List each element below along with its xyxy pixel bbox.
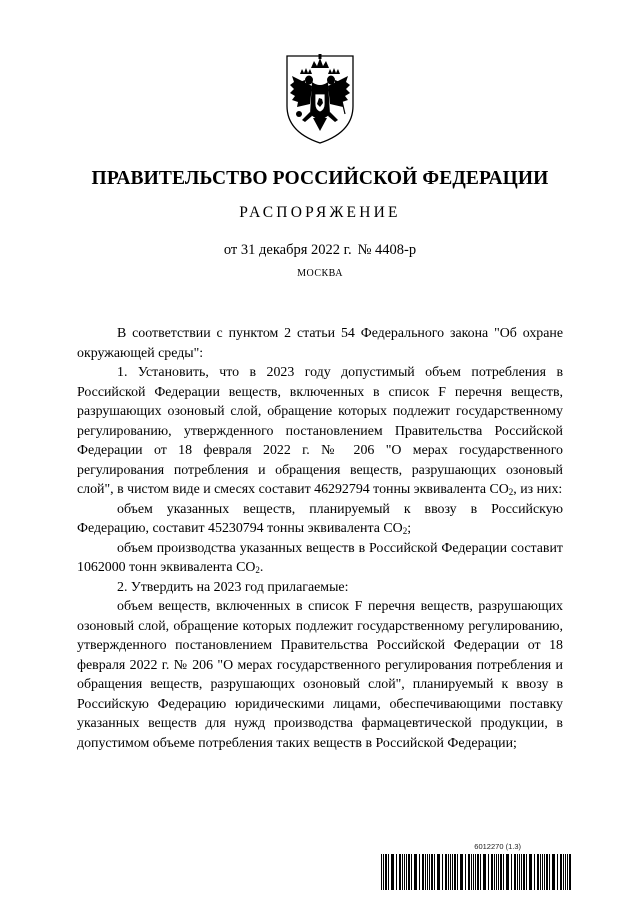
barcode-image: [381, 854, 571, 890]
coat-of-arms-icon: [283, 52, 357, 146]
item-2-subparagraph: объем веществ, включенных в список F перечня веществ, разрушающих озоновый слой, обращение которых подлежит государственному регулированию, утвержденного постановлением Правительства Российской Федерации от 18 февраля 2022 г. № 206 "О мерах государственного регулирования потребления и обращения веществ, разрушающих озоновый слой", планируемый к ввозу в Российскую Федерацию юридическими лицами, обеспечивающими поставку указанных веществ для нужд производства фармацевтической продукции, в допустимом объеме потребления таких веществ в Российской Федерации;: [77, 599, 563, 751]
co2-formula: $CO_2$: [236, 560, 260, 575]
import-volume-tail: ;: [407, 521, 412, 536]
document-number: № 4408-р: [357, 242, 417, 258]
barcode-block: [381, 842, 571, 894]
document-date: от 31 декабря 2022 г.: [223, 242, 352, 258]
document-body: [77, 324, 563, 753]
production-volume-paragraph: [77, 539, 563, 578]
government-title: ПРАВИТЕЛЬСТВО РОССИЙСКОЙ ФЕДЕРАЦИИ: [91, 168, 549, 189]
item-1-text: 1. Установить, что в 2023 году допустимый объем потребления в Российской Федерации веществ, включенных в список F перечня веществ, разрушающих озоновый слой, обращение которых подлежит государственному регулированию, утвержденного постановлением Правительства Российской Федерации от 18 февраля 2022 г. № 206 "О мерах государственного регулирования потребления и обращения веществ, разрушающих озоновый слой", в чистом виде и смесях составит 46292794 тонны эквивалента: [77, 365, 563, 497]
import-volume-paragraph: [77, 500, 563, 539]
preamble-paragraph: В соответствии с пунктом 2 статьи 54 Федерального закона "Об охране окружающей среды":: [77, 326, 563, 361]
item-1-tail: , из них:: [513, 482, 563, 497]
document-date-line: [0, 242, 640, 259]
item-1-paragraph: [77, 363, 563, 500]
item-2-paragraph: 2. Утвердить на 2023 год прилагаемые:: [117, 579, 349, 595]
co2-formula: $CO_2$: [383, 521, 408, 536]
production-volume-tail: .: [259, 560, 264, 575]
document-city: МОСКВА: [297, 268, 343, 279]
production-volume-text: объем производства указанных веществ в Российской Федерации составит 1062000 тонн эквивалента: [77, 540, 563, 575]
barcode-code: 6012270 (1.3): [474, 842, 521, 851]
document-type: РАСПОРЯЖЕНИЕ: [239, 204, 401, 221]
co2-formula: $CO_2$: [489, 482, 514, 497]
import-volume-text: объем указанных веществ, планируемый к ввозу в Российскую Федерацию, составит 45230794 тонны эквивалента: [77, 501, 563, 536]
